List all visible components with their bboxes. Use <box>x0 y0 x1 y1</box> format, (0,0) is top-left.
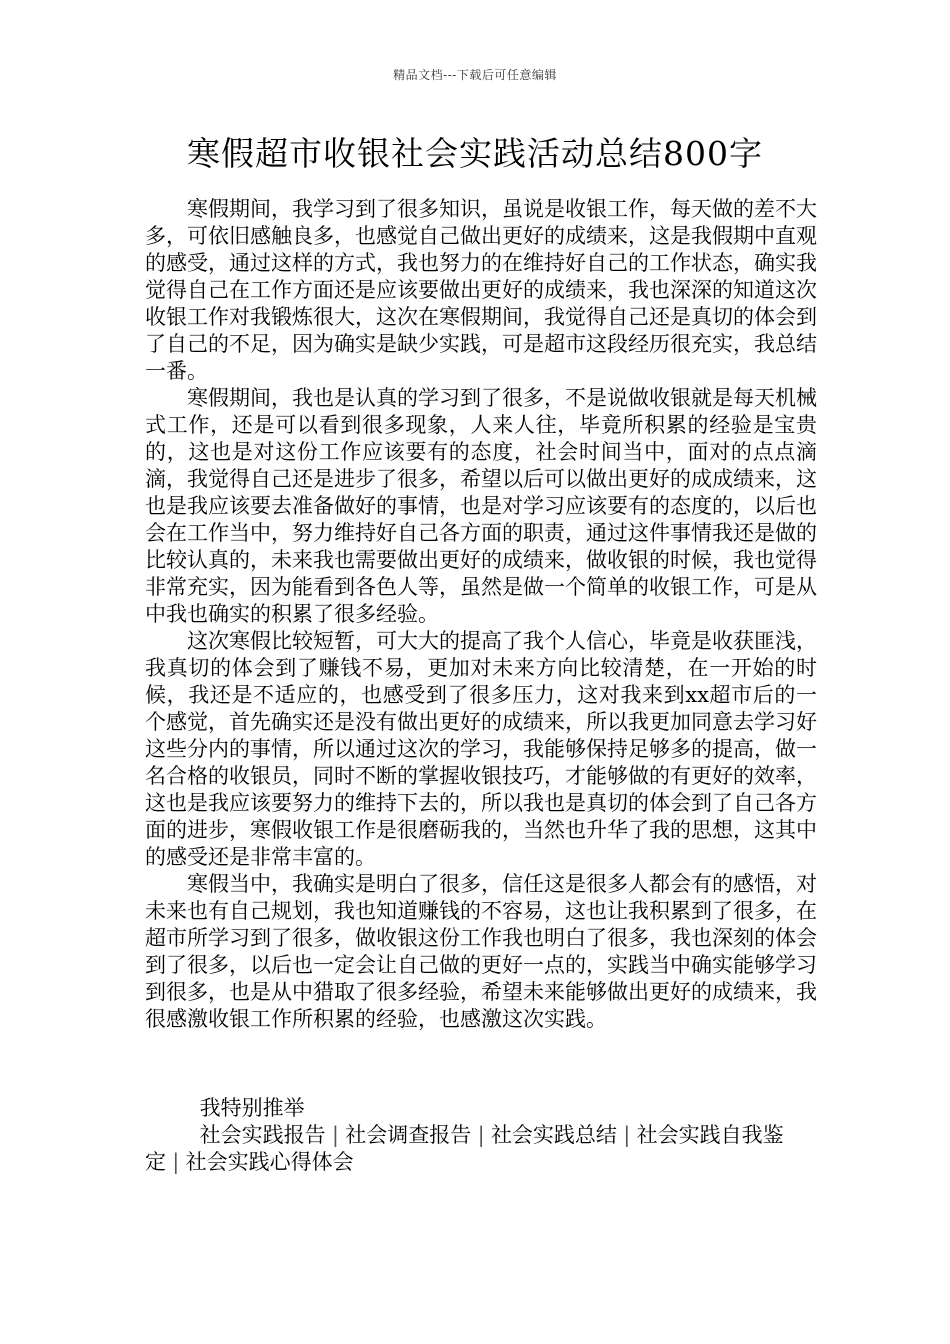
body-paragraph-4: 寒假当中，我确实是明白了很多，信任这是很多人都会有的感悟，对未来也有自己规划，我也知道赚钱的不容易，这也让我积累到了很多，在超市所学习到了很多，做收银这份工作我也明白了很多，我也深刻的体会到了很多，以后也一定会让自己做的更好一点的，实践当中确实能够学习到很多，也是从中猎取了很多经验，希望未来能够做出更好的成绩来，我很感激收银工作所积累的经验，也感激这次实践。 <box>145 872 817 1031</box>
link-separator: | <box>331 1123 339 1147</box>
link-separator: | <box>172 1150 180 1174</box>
recommend-link-social-practice-self-appraisal[interactable]: 社会实践自我鉴定 <box>145 1123 784 1174</box>
recommend-link-social-practice-reflections[interactable]: 社会实践心得体会 <box>185 1150 354 1174</box>
link-separator: | <box>477 1123 485 1147</box>
link-separator: | <box>623 1123 631 1147</box>
page-header-note: 精品文档---下载后可任意编辑 <box>393 68 557 82</box>
body-paragraph-1: 寒假期间，我学习到了很多知识，虽说是收银工作，每天做的差不大多，可依旧感触良多，也感觉自己做出更好的成绩来，这是我假期中直观的感受，通过这样的方式，我也努力的在维持好自己的工作状态，确实我觉得自己在工作方面还是应该要做出更好的成绩来，我也深深的知道这次收银工作对我锻炼很大，这次在寒假期间，我觉得自己还是真切的体会到了自己的不足，因为确实是缺少实践，可是超市这段经历很充实，我总结一番。 <box>145 197 817 383</box>
recommend-links <box>145 1122 817 1176</box>
recommend-link-social-practice-summary[interactable]: 社会实践总结 <box>490 1123 617 1147</box>
recommend-heading: 我特别推举 <box>199 1096 305 1120</box>
body-paragraph-3: 这次寒假比较短暂，可大大的提高了我个人信心，毕竟是收获匪浅，我真切的体会到了赚钱不易，更加对未来方向比较清楚，在一开始的时候，我还是不适应的，也感受到了很多压力，这对我来到xx超市后的一个感觉，首先确实还是没有做出更好的成绩来，所以我更加同意去学习好这些分内的事情，所以通过这次的学习，我能够保持足够多的提高，做一名合格的收银员，同时不断的掌握收银技巧，才能够做的有更好的效率，这也是我应该要努力的维持下去的，所以我也是真切的体会到了自己各方面的进步，寒假收银工作是很磨砺我的，当然也升华了我的思想，这其中的感受还是非常丰富的。 <box>145 629 817 869</box>
body-paragraph-2: 寒假期间，我也是认真的学习到了很多，不是说做收银就是每天机械式工作，还是可以看到很多现象，人来人往，毕竟所积累的经验是宝贵的，这也是对这份工作应该要有的态度，社会时间当中，面对的点点滴滴，我觉得自己还是进步了很多，希望以后可以做出更好的成成绩来，这也是我应该要去准备做好的事情，也是对学习应该要有的态度的，以后也会在工作当中，努力维持好自己各方面的职责，通过这件事情我还是做的比较认真的，未来我也需要做出更好的成绩来，做收银的时候，我也觉得非常充实，因为能看到各色人等，虽然是做一个简单的收银工作，可是从中我也确实的积累了很多经验。 <box>145 386 817 626</box>
recommend-section <box>145 1095 817 1176</box>
recommend-link-social-practice-report[interactable]: 社会实践报告 <box>199 1123 326 1147</box>
document-body <box>145 196 817 1033</box>
recommend-link-social-survey-report[interactable]: 社会调查报告 <box>345 1123 472 1147</box>
document-title: 寒假超市收银社会实践活动总结800字 <box>187 134 763 173</box>
